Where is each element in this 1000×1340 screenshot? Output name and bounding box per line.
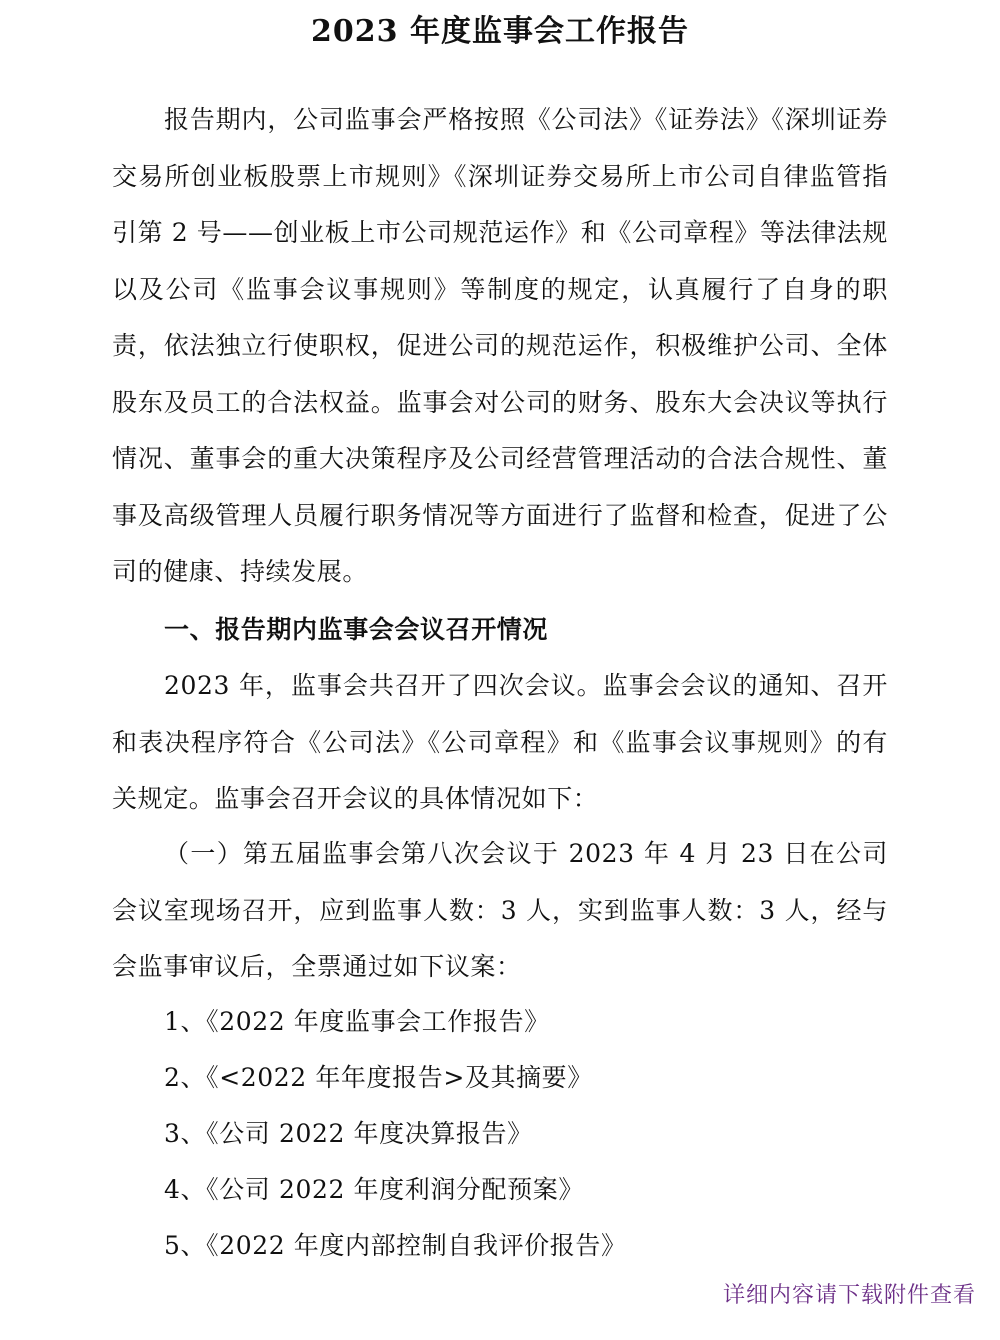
motion-item: 3、《公司 2022 年度决算报告》 <box>164 1119 533 1148</box>
section-heading: 一、报告期内监事会会议召开情况 <box>164 615 549 644</box>
document-title: 2023 年度监事会工作报告 <box>311 14 689 49</box>
motion-item: 2、《<2022 年年度报告>及其摘要》 <box>164 1063 593 1092</box>
section-paragraph: 2023 年，监事会共召开了四次会议。监事会会议的通知、召开和表决程序符合《公司法》《公司章程》和《监事会议事规则》的有关规定。监事会召开会议的具体情况如下： <box>112 671 888 813</box>
motion-item: 5、《2022 年度内部控制自我评价报告》 <box>164 1231 627 1260</box>
meeting-paragraph: （一）第五届监事会第八次会议于 2023 年 4 月 23 日在公司会议室现场召开，应到监事人数：3 人，实到监事人数：3 人，经与会监事审议后，全票通过如下议案： <box>112 839 888 981</box>
intro-paragraph: 报告期内，公司监事会严格按照《公司法》《证券法》《深圳证券交易所创业板股票上市规则》《深圳证券交易所上市公司自律监管指引第 2 号——创业板上市公司规范运作》和《公司章程》等法律法规以及公司《监事会议事规则》等制度的规定，认真履行了自身的职责，依法独立行使职权，促进公司的规范运作，积极维护公司、全体股东及员工的合法权益。监事会对公司的财务、股东大会决议等执行情况、董事会的重大决策程序及公司经营管理活动的合法合规性、董事及高级管理人员履行职务情况等方面进行了监督和检查，促进了公司的健康、持续发展。 <box>112 105 889 586</box>
download-attachment-link[interactable]: 详细内容请下载附件查看 <box>722 1283 976 1308</box>
motion-item: 4、《公司 2022 年度利润分配预案》 <box>164 1175 584 1204</box>
motion-item: 1、《2022 年度监事会工作报告》 <box>164 1007 550 1036</box>
